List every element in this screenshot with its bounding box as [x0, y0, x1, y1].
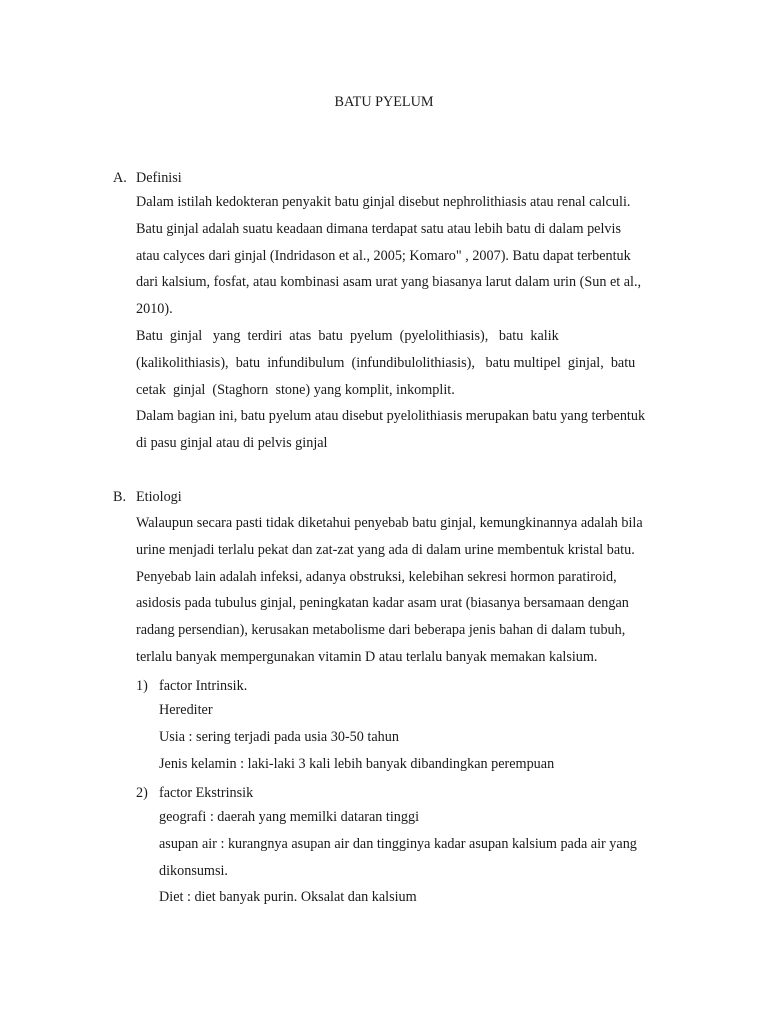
text-line: dari kalsium, fosfat, atau kombinasi asam urat yang biasanya larut dalam urin (Sun et al.,	[136, 274, 642, 291]
document-title: BATU PYELUM	[334, 94, 434, 110]
text-line: Penyebab lain adalah infeksi, adanya obstruksi, kelebihan sekresi hormon paratiroid,	[136, 568, 617, 585]
section-a-paragraph-1	[136, 189, 678, 323]
section-b-label: B.	[113, 489, 127, 505]
text-line: Batu ginjal yang terdiri atas batu pyelum (pyelolithiasis), batu kalik	[136, 328, 559, 344]
text-line: radang persendian), kerusakan metabolisme dari beberapa jenis bahan di dalam tubuh,	[136, 622, 626, 639]
text-line: terlalu banyak mempergunakan vitamin D atau terlalu banyak memakan kalsium.	[136, 648, 598, 665]
factor-1-title: factor Intrinsik.	[159, 678, 248, 694]
text-line: Dalam bagian ini, batu pyelum atau disebut pyelolithiasis merupakan batu yang terbentuk	[136, 408, 646, 424]
list-item: geografi : daerah yang memilki dataran tinggi	[159, 809, 420, 825]
text-line: cetak ginjal (Staghorn stone) yang komplit, inkomplit.	[136, 381, 455, 398]
section-a-heading: Definisi	[136, 170, 182, 186]
text-line: di pasu ginjal atau di pelvis ginjal	[136, 434, 328, 451]
list-item: Diet : diet banyak purin. Oksalat dan kalsium	[159, 889, 417, 906]
section-b-heading: Etiologi	[136, 489, 182, 505]
text-line: Batu ginjal adalah suatu keadaan dimana terdapat satu atau lebih batu di dalam pelvis	[136, 220, 621, 237]
text-line: 2010).	[136, 301, 173, 318]
section-a-label: A.	[113, 170, 127, 186]
factor-2-title: factor Ekstrinsik	[159, 785, 254, 801]
factor-1-number: 1)	[136, 678, 148, 694]
list-item: asupan air : kurangnya asupan air dan tingginya kadar asupan kalsium pada air yang	[159, 835, 637, 852]
factor-1-items	[159, 697, 678, 777]
section-b-paragraph-1	[136, 510, 678, 671]
factor-2-items	[159, 804, 678, 911]
text-line: atau calyces dari ginjal (Indridason et al., 2005; Komaro" , 2007). Batu dapat terbentuk	[136, 247, 631, 264]
list-item: dikonsumsi.	[159, 862, 228, 879]
section-a-paragraph-3	[136, 403, 678, 457]
text-line: (kalikolithiasis), batu infundibulum (infundibulolithiasis), batu multipel ginjal, batu	[136, 354, 636, 371]
section-a-paragraph-2	[136, 323, 678, 403]
text-line: Walaupun secara pasti tidak diketahui penyebab batu ginjal, kemungkinannya adalah bila	[136, 515, 643, 531]
text-line: asidosis pada tubulus ginjal, peningkatan kadar asam urat (biasanya bersamaan dengan	[136, 595, 629, 612]
factor-2-number: 2)	[136, 785, 148, 801]
list-item: Herediter	[159, 702, 213, 718]
text-line: Dalam istilah kedokteran penyakit batu ginjal disebut nephrolithiasis atau renal calculi.	[136, 194, 631, 210]
list-item: Usia : sering terjadi pada usia 30-50 tahun	[159, 728, 399, 745]
list-item: Jenis kelamin : laki-laki 3 kali lebih banyak dibandingkan perempuan	[159, 755, 555, 772]
text-line: urine menjadi terlalu pekat dan zat-zat yang ada di dalam urine membentuk kristal batu.	[136, 541, 635, 558]
